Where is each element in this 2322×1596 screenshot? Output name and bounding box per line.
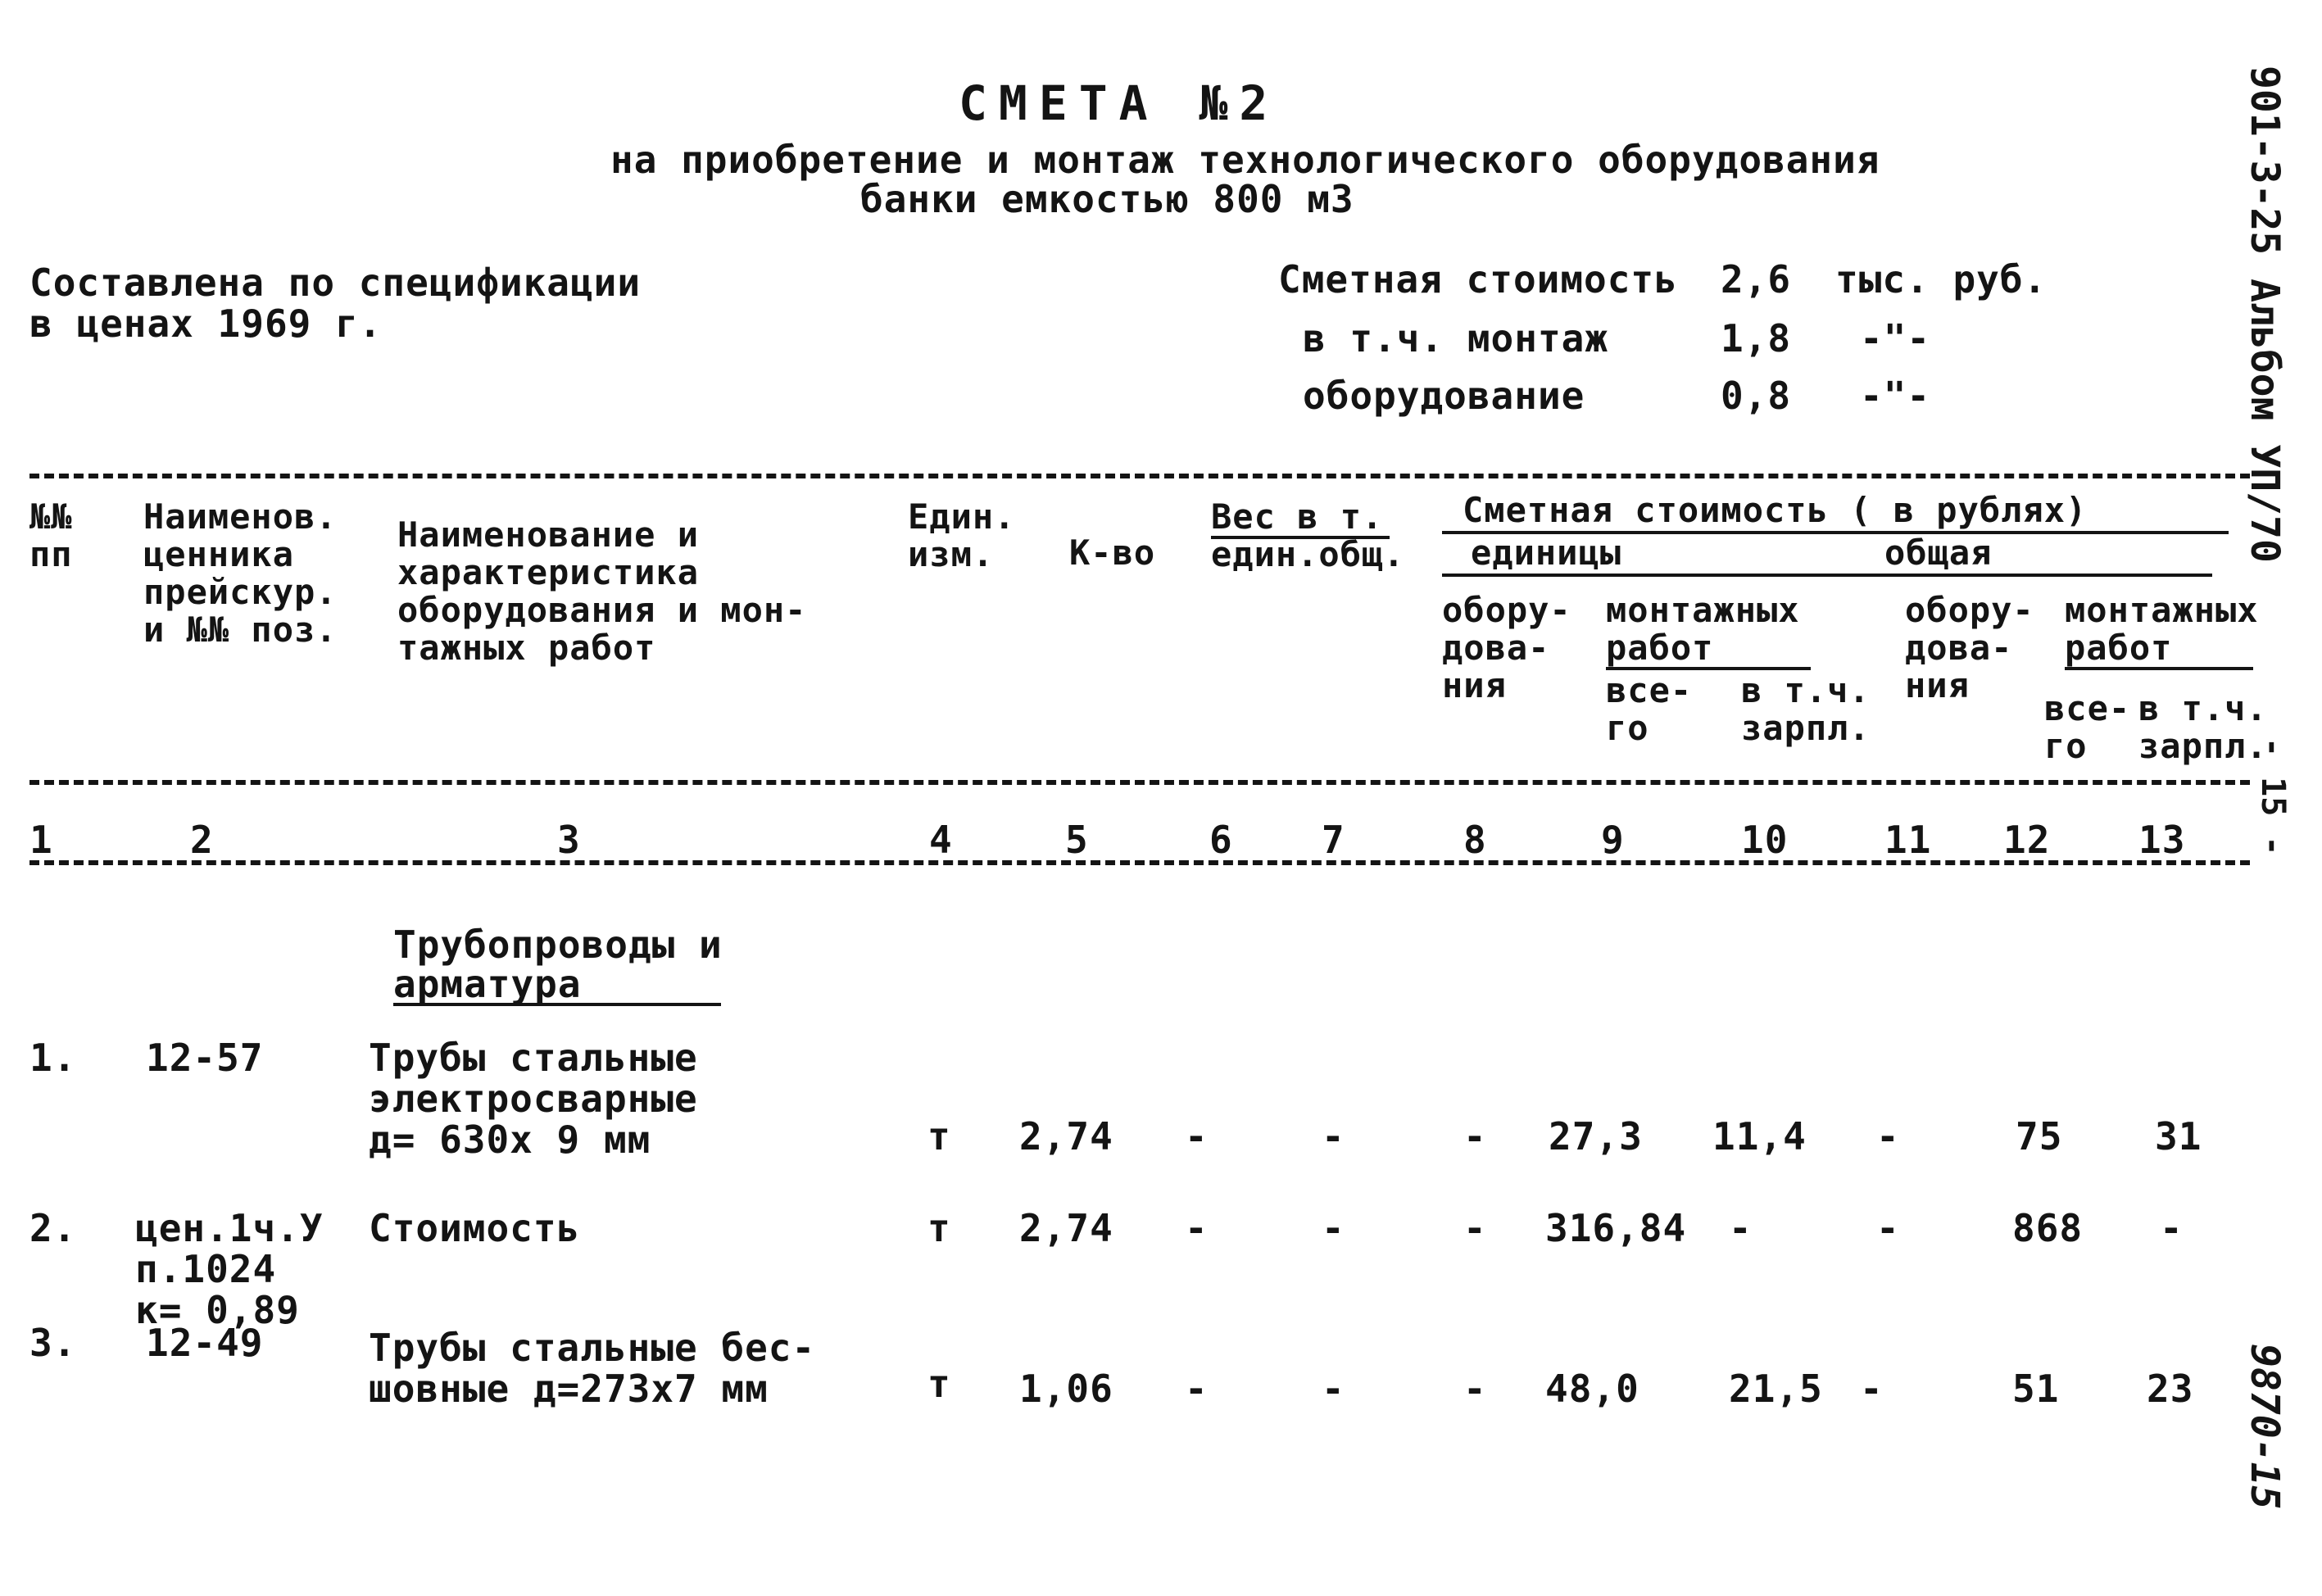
row3-code: 12-49 — [146, 1321, 264, 1365]
row1-unit: т — [927, 1114, 951, 1158]
cost-summary-unit-equipment: -"- — [1860, 374, 1931, 418]
header-unit-all: все- го — [1606, 670, 1693, 748]
header-total-group: общая — [1884, 533, 1993, 573]
col-num-4: 4 — [929, 818, 953, 862]
col-num-5: 5 — [1065, 818, 1089, 862]
header-col-unit: Един. изм. — [908, 496, 1016, 574]
cost-summary-value-equipment: 0,8 — [1721, 374, 1792, 418]
row3-montage-all-total: 51 — [2012, 1367, 2060, 1411]
row1-equipment-total: - — [1876, 1114, 1900, 1158]
margin-album-code: 901-3-25 Альбом УП/70 — [2242, 66, 2288, 563]
row3-equipment: - — [1463, 1367, 1487, 1411]
row1-montage-all-total: 75 — [2016, 1114, 2063, 1158]
row1-code: 12-57 — [146, 1036, 264, 1080]
col-num-12: 12 — [2003, 818, 2051, 862]
col-num-6: 6 — [1209, 818, 1233, 862]
row3-equipment-total: - — [1860, 1367, 1884, 1411]
row1-no: 1. — [29, 1036, 77, 1080]
row3-name: Трубы стальные бес- шовные д=273х7 мм — [369, 1326, 816, 1411]
row2-montage-all: 316,84 — [1545, 1206, 1687, 1250]
header-col-number: №№ пп — [29, 496, 73, 574]
row2-montage-all-total: 868 — [2012, 1206, 2084, 1250]
row2-equipment-total: - — [1876, 1206, 1900, 1250]
row2-code: цен.1ч.У п.1024 к= 0,89 — [135, 1206, 324, 1332]
col-num-2: 2 — [190, 818, 214, 862]
row2-weight-total: - — [1322, 1206, 1345, 1250]
compiled-note-line2: в ценах 1969 г. — [29, 302, 383, 346]
header-total-equipment: обору- дова- ния — [1905, 590, 2034, 705]
col-num-1: 1 — [29, 818, 53, 862]
header-col-qty: К-во — [1069, 533, 1156, 573]
header-top-separator — [29, 474, 2250, 478]
header-total-wage: в т.ч. зарпл. — [2138, 688, 2268, 766]
section-title-underline — [393, 1003, 721, 1006]
weight-underline — [1211, 536, 1390, 539]
header-cost-group: Сметная стоимость ( в рублях) — [1463, 490, 2088, 530]
row2-wage: - — [1729, 1206, 1753, 1250]
margin-bottom-code: 9870-15 — [2242, 1344, 2288, 1510]
row1-qty: 2,74 — [1019, 1114, 1113, 1158]
header-col-price-code: Наименов. ценника прейскур. и №№ поз. — [143, 496, 338, 650]
row2-qty: 2,74 — [1019, 1206, 1113, 1250]
row2-no: 2. — [29, 1206, 77, 1250]
margin-page-number: - 15 - — [2254, 737, 2292, 856]
row1-montage-all: 27,3 — [1549, 1114, 1643, 1158]
row3-wage: 21,5 — [1729, 1367, 1823, 1411]
row3-weight-unit: - — [1185, 1367, 1209, 1411]
document-subtitle-line2: банки емкостью 800 м3 — [860, 177, 1354, 221]
header-unit-wage: в т.ч. зарпл. — [1741, 670, 1871, 748]
cost-summary-value-montage: 1,8 — [1721, 316, 1792, 360]
header-col-name: Наименование и характеристика оборудования и мон- тажных работ — [397, 515, 807, 668]
header-unit-group: единицы — [1471, 533, 1622, 573]
cost-summary-label-equipment: оборудование — [1303, 374, 1585, 418]
header-unit-montage: монтажных — [1606, 590, 1800, 630]
row3-qty: 1,06 — [1019, 1367, 1113, 1411]
row1-wage-total: 31 — [2155, 1114, 2202, 1158]
row2-wage-total: - — [2160, 1206, 2184, 1250]
section-title-line2: арматура — [393, 962, 582, 1006]
cost-summary-label-montage: в т.ч. монтаж — [1303, 316, 1609, 360]
col-num-3: 3 — [557, 818, 581, 862]
row3-wage-total: 23 — [2147, 1367, 2194, 1411]
row2-weight-unit: - — [1185, 1206, 1209, 1250]
col-num-13: 13 — [2138, 818, 2186, 862]
row2-name: Стоимость — [369, 1206, 581, 1250]
row3-unit: т — [927, 1362, 951, 1406]
row1-wage: 11,4 — [1712, 1114, 1807, 1158]
header-unit-works: работ — [1606, 628, 1714, 668]
document-title: СМЕТА №2 — [959, 75, 1280, 131]
cost-summary-unit-total: тыс. руб. — [1835, 257, 2048, 302]
row1-weight-total: - — [1322, 1114, 1345, 1158]
col-num-7: 7 — [1322, 818, 1345, 862]
cost-summary-unit-montage: -"- — [1860, 316, 1931, 360]
row1-name: Трубы стальные электросварные д= 630х 9 мм — [369, 1036, 698, 1162]
total-works-underline — [2065, 667, 2253, 670]
header-total-works: работ — [2065, 628, 2173, 668]
cost-summary-label-total: Сметная стоимость — [1278, 257, 1678, 302]
row3-montage-all: 48,0 — [1545, 1367, 1639, 1411]
col-num-8: 8 — [1463, 818, 1487, 862]
header-total-montage: монтажных — [2065, 590, 2259, 630]
row1-equipment: - — [1463, 1114, 1487, 1158]
col-num-9: 9 — [1601, 818, 1625, 862]
header-col-weight: Вес в т. един.общ. — [1211, 496, 1405, 574]
unit-total-underline — [1442, 574, 2212, 577]
header-total-all: все- го — [2044, 688, 2131, 766]
row2-equipment: - — [1463, 1206, 1487, 1250]
header-unit-equipment: обору- дова- ния — [1442, 590, 1571, 705]
row2-unit: т — [927, 1206, 951, 1250]
col-num-10: 10 — [1741, 818, 1789, 862]
row1-weight-unit: - — [1185, 1114, 1209, 1158]
row3-no: 3. — [29, 1321, 77, 1365]
col-num-11: 11 — [1884, 818, 1932, 862]
document-subtitle-line1: на приобретение и монтаж технологического оборудования — [610, 138, 1880, 182]
compiled-note-line1: Составлена по спецификации — [29, 261, 642, 305]
section-title-line1: Трубопроводы и — [393, 923, 723, 967]
row3-weight-total: - — [1322, 1367, 1345, 1411]
cost-summary-value-total: 2,6 — [1721, 257, 1792, 302]
header-bottom-separator — [29, 780, 2250, 785]
